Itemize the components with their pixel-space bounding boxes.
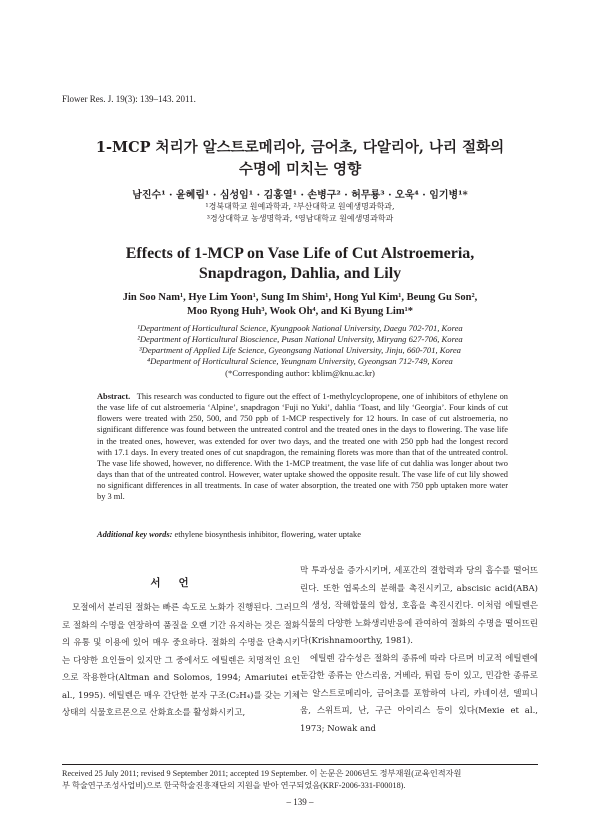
korean-title-line-2: 수명에 미치는 영향 <box>238 161 362 178</box>
english-authors-line-1: Jin Soo Nam¹, Hye Lim Yoon¹, Sung Im Shim¹, Hong Yul Kim¹, Beung Gu Son², <box>122 292 478 303</box>
right-column <box>300 563 538 738</box>
keywords <box>97 530 508 539</box>
received-line-2: 부 학술연구조성사업비)으로 한국학술진흥재단의 지원을 받아 연구되었음(KRF-2006-331-F00018). <box>62 780 406 790</box>
korean-affiliation-line-2: ³경상대학교 농생명학과, ⁴영남대학교 원예생명과학과 <box>206 214 394 223</box>
abstract-text: This research was conducted to figure out the effect of 1-methylcyclopropene, one of inhibitors of ethylene on the vase life of cut alstroemeria ‘Alpine’, snapdragon ‘Fuji no Yuki’, dahlia ‘Toast, and lily ‘Georgia’. Four kinds of cut flowers were treated with 250, 500, and 750 ppb of 1-MCP respectively for 12 hours. In case of cut alstroemeria, no significant difference was found between the untreated control and the treated ones in the days to flowering. The vase life in the treated ones, however, was extended for over two days, and the treated one with 250 ppb had the longest record with 17.1 days. In every treated ones of cut snapdragon, the remaining florets was more than that of the untreated control. The vase life showed, however, no difference. With the 1-MCP treatment, the vase life of cut dahlia was longer about two days than that of the untreated control. However, water uptake showed the opposite result. The vase life of cut lily showed no significant differences in all treatments. In case of water absorption, the treated one with 750 ppb uptaken more water by 3 ml. <box>97 392 508 502</box>
left-column <box>62 600 300 723</box>
footnote-divider <box>62 764 538 765</box>
section-heading-introduction: 서언 <box>150 577 207 589</box>
page-number: – 139 – <box>286 797 314 807</box>
abstract-label: Abstract. <box>97 392 131 401</box>
keywords-text: ethylene biosynthesis inhibitor, flowering, water uptake <box>174 530 361 539</box>
abstract <box>97 391 508 503</box>
english-title-line-1: Effects of 1-MCP on Vase Life of Cut Alstroemeria, <box>125 245 475 262</box>
corresponding-author: (*Corresponding author: kblim@knu.ac.kr) <box>225 368 375 378</box>
right-column-paragraph-2: 에틸렌 감수성은 절화의 종류에 따라 다르며 비교적 에틸렌에 둔감한 종류는 안스리움, 거베라, 튀립 등이 있고, 민감한 종류로는 알스트로메리아, 금어초를 포함하여 나리, 카네이션, 델피니움, 스위트피, 난, 구근 아이리스 등이 있다(Mexie et al., 1973; Nowak and <box>300 653 538 734</box>
english-affiliation-3: ³Department of Applied Life Science, Gyeongsang National University, Jinju, 660-701, Korea <box>139 345 461 355</box>
right-column-paragraph-1: 막 투과성을 증가시키며, 세포간의 결합력과 당의 흡수를 떨어뜨린다. 또한 엽록소의 분해를 촉진시키고, abscisic acid(ABA)의 생성, 작해합물의 합성, 호흡을 촉진시킨다. 이처럼 에틸렌은 식물의 다양한 노화생리반응에 관여하여 절화의 수명을 떨어뜨린다(Krishnamoorthy, 1981). <box>300 566 538 646</box>
english-affiliation-2: ²Department of Horticultural Bioscience, Pusan National University, Miryang 627-706, Korea <box>137 334 463 344</box>
keywords-label: Additional key words: <box>97 530 173 539</box>
korean-authors: 남진수¹ · 윤혜림¹ · 심성임¹ · 김홍열¹ · 손병구² · 허무룡³ · 오욱⁴ · 임기병¹* <box>132 190 468 201</box>
received-line-1: Received 25 July 2011; revised 9 September 2011; accepted 19 September. 이 논문은 2006년도 정부재원(교육인적자원 <box>62 769 462 778</box>
english-affiliation-4: ⁴Department of Horticultural Science, Yeungnam University, Gyeongsan 712-749, Korea <box>147 356 453 366</box>
korean-affiliation-line-1: ¹경북대학교 원예과학과, ²부산대학교 원예생명과학과, <box>205 202 395 211</box>
english-affiliation-1: ¹Department of Horticultural Science, Kyungpook National University, Daegu 702-701, Korea <box>137 323 463 333</box>
received-note <box>62 768 538 791</box>
journal-citation: Flower Res. J. 19(3): 139–143. 2011. <box>62 94 196 104</box>
left-column-paragraph: 모절에서 분리된 절화는 빠른 속도로 노화가 진행된다. 그러므로 절화의 수명을 연장하여 품질을 오랜 기간 유지하는 것은 절화의 유통 및 이용에 있어 매우 중요하다. 절화의 수명을 단축시키는 다양한 요인들이 있지만 그 중에서도 에틸렌은 치명적인 요인으로 작용한다(Altman and Solomos, 1994; Amariutei et al., 1995). 에틸렌은 매우 간단한 분자 구조(C₂H₄)를 갖는 기체 상태의 식물호르몬으로 산화효소를 활성화시키고, <box>62 603 300 718</box>
korean-title-line-1: 1-MCP 처리가 알스트로메리아, 금어초, 다알리아, 나리 절화의 <box>95 139 505 156</box>
english-authors-line-2: Moo Ryong Huh³, Wook Oh⁴, and Ki Byung Lim¹* <box>187 306 413 317</box>
english-title-line-2: Snapdragon, Dahlia, and Lily <box>198 265 402 282</box>
